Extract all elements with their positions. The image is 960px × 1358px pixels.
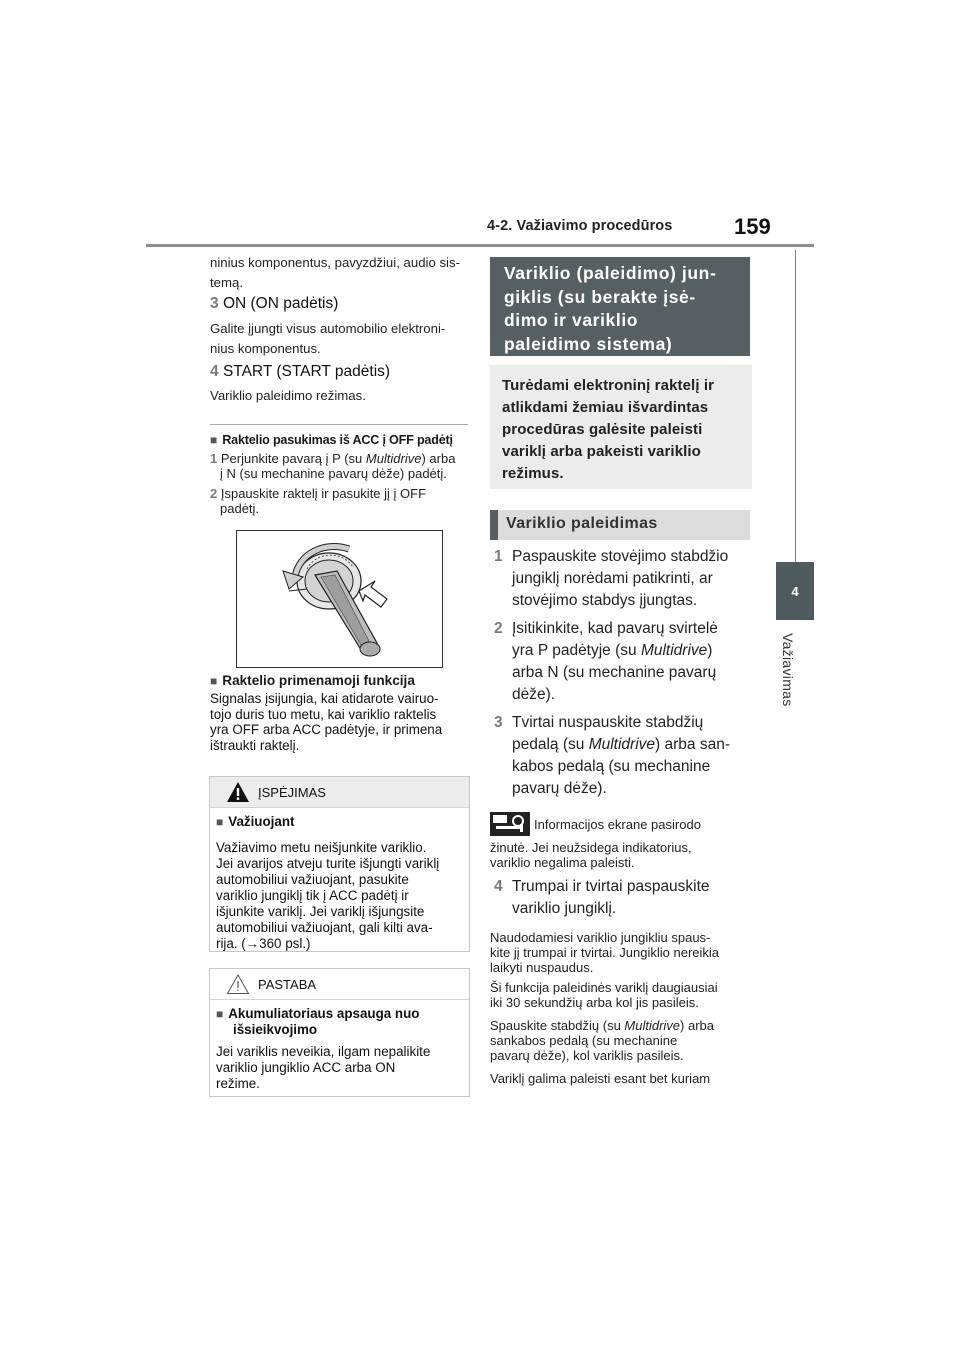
text-italic: Multidrive bbox=[588, 736, 656, 753]
section-heading-bar bbox=[490, 510, 498, 540]
text-line: procedūras galėsite paleisti bbox=[502, 421, 703, 438]
text-line: nius komponentus. bbox=[210, 341, 321, 356]
chapter-number: 4 bbox=[791, 583, 799, 599]
text-span: ) arba bbox=[680, 1018, 714, 1033]
condition-step-2 bbox=[210, 486, 472, 516]
text-line: žinutė. Jei neužsidega indikatorius, bbox=[490, 840, 692, 855]
warning-triangle-icon bbox=[226, 781, 250, 803]
notice-title: PASTABA bbox=[258, 977, 317, 992]
section-heading bbox=[490, 510, 750, 540]
text-italic: Multidrive bbox=[624, 1018, 681, 1033]
divider bbox=[210, 424, 468, 425]
step-4-heading bbox=[210, 361, 470, 383]
bullet-square-icon: ■ bbox=[216, 815, 224, 829]
text-span: ) arba san- bbox=[655, 736, 730, 753]
text-span: Trumpai ir tvirtai paspauskite bbox=[512, 878, 710, 895]
intro-box bbox=[490, 365, 752, 489]
text-line: variklio jungiklį. bbox=[512, 900, 617, 917]
step-number: 4 bbox=[210, 363, 219, 380]
text-line: padėtį. bbox=[220, 501, 260, 516]
step-number: 2 bbox=[210, 486, 218, 501]
text-line: Galite įjungti visus automobilio elektroni- bbox=[210, 321, 446, 336]
text-line: kabos pedalą (su mechanine bbox=[512, 758, 711, 775]
side-divider bbox=[795, 250, 796, 562]
text-line: atlikdami žemiau išvardintas bbox=[502, 399, 709, 416]
text-line: jungiklį norėdami patikrinti, ar bbox=[512, 570, 713, 587]
text-line: Turėdami elektroninį raktelį ir bbox=[502, 377, 715, 394]
text-line: variklio negalima paleisti. bbox=[490, 855, 635, 870]
text-line: pavarų dėže), kol variklis pasileis. bbox=[490, 1048, 684, 1063]
warning-body bbox=[210, 808, 469, 960]
text-line: rija. (→360 psl.) bbox=[216, 936, 311, 951]
step-number: 1 bbox=[210, 451, 218, 466]
key-ignition-illustration bbox=[236, 530, 443, 668]
notice-subheading: išsieikvojimo bbox=[233, 1022, 318, 1037]
text-span: Paspauskite stovėjimo stabdžio bbox=[512, 548, 729, 565]
text-line: iki 30 sekundžių arba kol jis pasileis. bbox=[490, 995, 699, 1010]
text-line: tojo duris tuo metu, kai variklio raktelis bbox=[210, 706, 437, 722]
step-number: 2 bbox=[494, 620, 503, 637]
warning-title: ĮSPĖJIMAS bbox=[258, 785, 326, 800]
step-4-desc: Variklio paleidimo režimas. bbox=[210, 388, 366, 403]
text-line: ninius komponentus, pavyzdžiui, audio sis- bbox=[210, 255, 460, 270]
text-line: laikyti nuspaudus. bbox=[490, 960, 594, 975]
text-line: režimus. bbox=[502, 465, 564, 482]
page-number: 159 bbox=[734, 214, 771, 239]
text-span: Perjunkite pavarą į P (su bbox=[220, 451, 366, 466]
text-span: Įsitikinkite, kad pavarų svirtelė bbox=[512, 620, 718, 637]
text-span: Įspauskite raktelį ir pasukite jį į OFF bbox=[220, 486, 427, 501]
text-italic: Multidrive bbox=[365, 451, 422, 466]
para-function bbox=[490, 980, 752, 1010]
heading-text: Raktelio primenamoji funkcija bbox=[222, 673, 415, 688]
text-span: ) arba bbox=[421, 451, 456, 466]
chapter-label: Važiavimas bbox=[780, 633, 796, 707]
continued-text bbox=[210, 253, 470, 293]
text-line: į N (su mechanine pavarų dėže) padėtį. bbox=[220, 466, 447, 481]
condition-heading bbox=[210, 431, 470, 449]
reminder-text bbox=[210, 691, 472, 753]
text-line: yra OFF arba ACC padėtyje, ir primena bbox=[210, 722, 443, 737]
text-line: Jei variklis neveikia, ilgam nepalikite bbox=[216, 1044, 431, 1059]
text-line: automobiliui važiuojant, gali kilti ava- bbox=[216, 920, 433, 935]
chapter-tab[interactable] bbox=[776, 562, 814, 620]
text-line: išjunkite variklį. Jei variklį išjungsite bbox=[216, 904, 425, 919]
bullet-square-icon: ■ bbox=[216, 1007, 224, 1021]
start-step-1 bbox=[494, 546, 760, 612]
heading-line: dimo ir variklio bbox=[504, 310, 639, 330]
text-line: pavarų dėže). bbox=[512, 780, 607, 797]
para-any-mode: Variklį galima paleisti esant bet kuriam bbox=[490, 1071, 711, 1086]
warning-subheading: Važiuojant bbox=[228, 814, 295, 829]
text-line: variklio jungiklį tik į ACC padėtį ir bbox=[216, 888, 409, 903]
text-line: automobiliui važiuojant, pasukite bbox=[216, 872, 409, 887]
text-line: stovėjimo stabdys įjungtas. bbox=[512, 592, 698, 609]
heading-line: giklis (su berakte įsė- bbox=[504, 286, 696, 307]
heading-line: Variklio (paleidimo) jun- bbox=[504, 263, 717, 283]
text-line: arba N (su mechanine pavarų bbox=[512, 664, 717, 681]
text-span: ) bbox=[707, 642, 713, 659]
text-span: pedalą (su bbox=[512, 736, 589, 753]
text-line: temą. bbox=[210, 275, 243, 290]
step-3-heading bbox=[210, 293, 470, 315]
step-number: 3 bbox=[210, 295, 219, 312]
text-line: režime. bbox=[216, 1076, 260, 1091]
step-number: 1 bbox=[494, 548, 503, 565]
start-step-4 bbox=[494, 876, 760, 920]
start-step-2 bbox=[494, 618, 760, 706]
text-line: dėže). bbox=[512, 686, 556, 703]
section-heading-text: Variklio paleidimas bbox=[506, 515, 658, 532]
start-step-3 bbox=[494, 712, 760, 800]
text-italic: Multidrive bbox=[640, 642, 708, 659]
bullet-square-icon: ■ bbox=[210, 433, 218, 447]
text-line: ištraukti raktelį. bbox=[210, 737, 300, 753]
notice-body bbox=[210, 1000, 469, 1100]
key-turn-icon bbox=[237, 531, 442, 667]
step-title: START (START padėtis) bbox=[222, 363, 391, 380]
text-line: Jei avarijos atveju turite išjungti variklį bbox=[216, 856, 440, 871]
notice-subheading: Akumuliatoriaus apsauga nuo bbox=[228, 1006, 420, 1021]
text-span: Spauskite stabdžių (su bbox=[490, 1018, 625, 1033]
step-number: 4 bbox=[494, 878, 503, 895]
notice-header bbox=[210, 969, 469, 1000]
info-note bbox=[490, 812, 752, 870]
notice-box bbox=[209, 968, 470, 1097]
step-3-desc bbox=[210, 319, 470, 359]
text-line: sankabos pedalą (su mechanine bbox=[490, 1033, 678, 1048]
step-number: 3 bbox=[494, 714, 503, 731]
para-press bbox=[490, 930, 752, 975]
step-title: ON (ON padėtis) bbox=[222, 295, 339, 312]
section-title: 4-2. Važiavimo procedūros bbox=[487, 218, 673, 234]
text-span: Informacijos ekrane pasirodo bbox=[534, 816, 701, 832]
text-line: variklio jungiklio ACC arba ON bbox=[216, 1060, 396, 1075]
warning-box bbox=[209, 776, 470, 952]
text-span: Tvirtai nuspauskite stabdžių bbox=[512, 714, 704, 731]
text-line: Važiavimo metu neišjunkite variklio. bbox=[216, 840, 427, 855]
header-rule bbox=[146, 244, 814, 247]
text-line: variklį arba pakeisti variklio bbox=[502, 443, 701, 460]
warning-header bbox=[210, 777, 469, 808]
bullet-square-icon: ■ bbox=[210, 674, 218, 688]
display-message-icon bbox=[490, 812, 530, 836]
text-line: kite jį trumpai ir tvirtai. Jungiklio nereikia bbox=[490, 945, 720, 960]
condition-step-1 bbox=[210, 451, 472, 481]
main-heading bbox=[490, 257, 750, 356]
caution-outline-triangle-icon bbox=[226, 973, 250, 995]
reminder-heading bbox=[210, 673, 470, 688]
para-brake bbox=[490, 1018, 752, 1063]
heading-text: Raktelio pasukimas iš ACC į OFF padėtį bbox=[222, 433, 453, 447]
text-line: Ši funkcija paleidinės variklį daugiausiai bbox=[490, 980, 718, 995]
text-span: yra P padėtyje (su bbox=[512, 642, 641, 659]
text-line: Signalas įsijungia, kai atidarote vairuo- bbox=[210, 691, 439, 706]
heading-line: paleidimo sistema) bbox=[504, 333, 673, 354]
text-line: Naudodamiesi variklio jungikliu spaus- bbox=[490, 930, 711, 945]
